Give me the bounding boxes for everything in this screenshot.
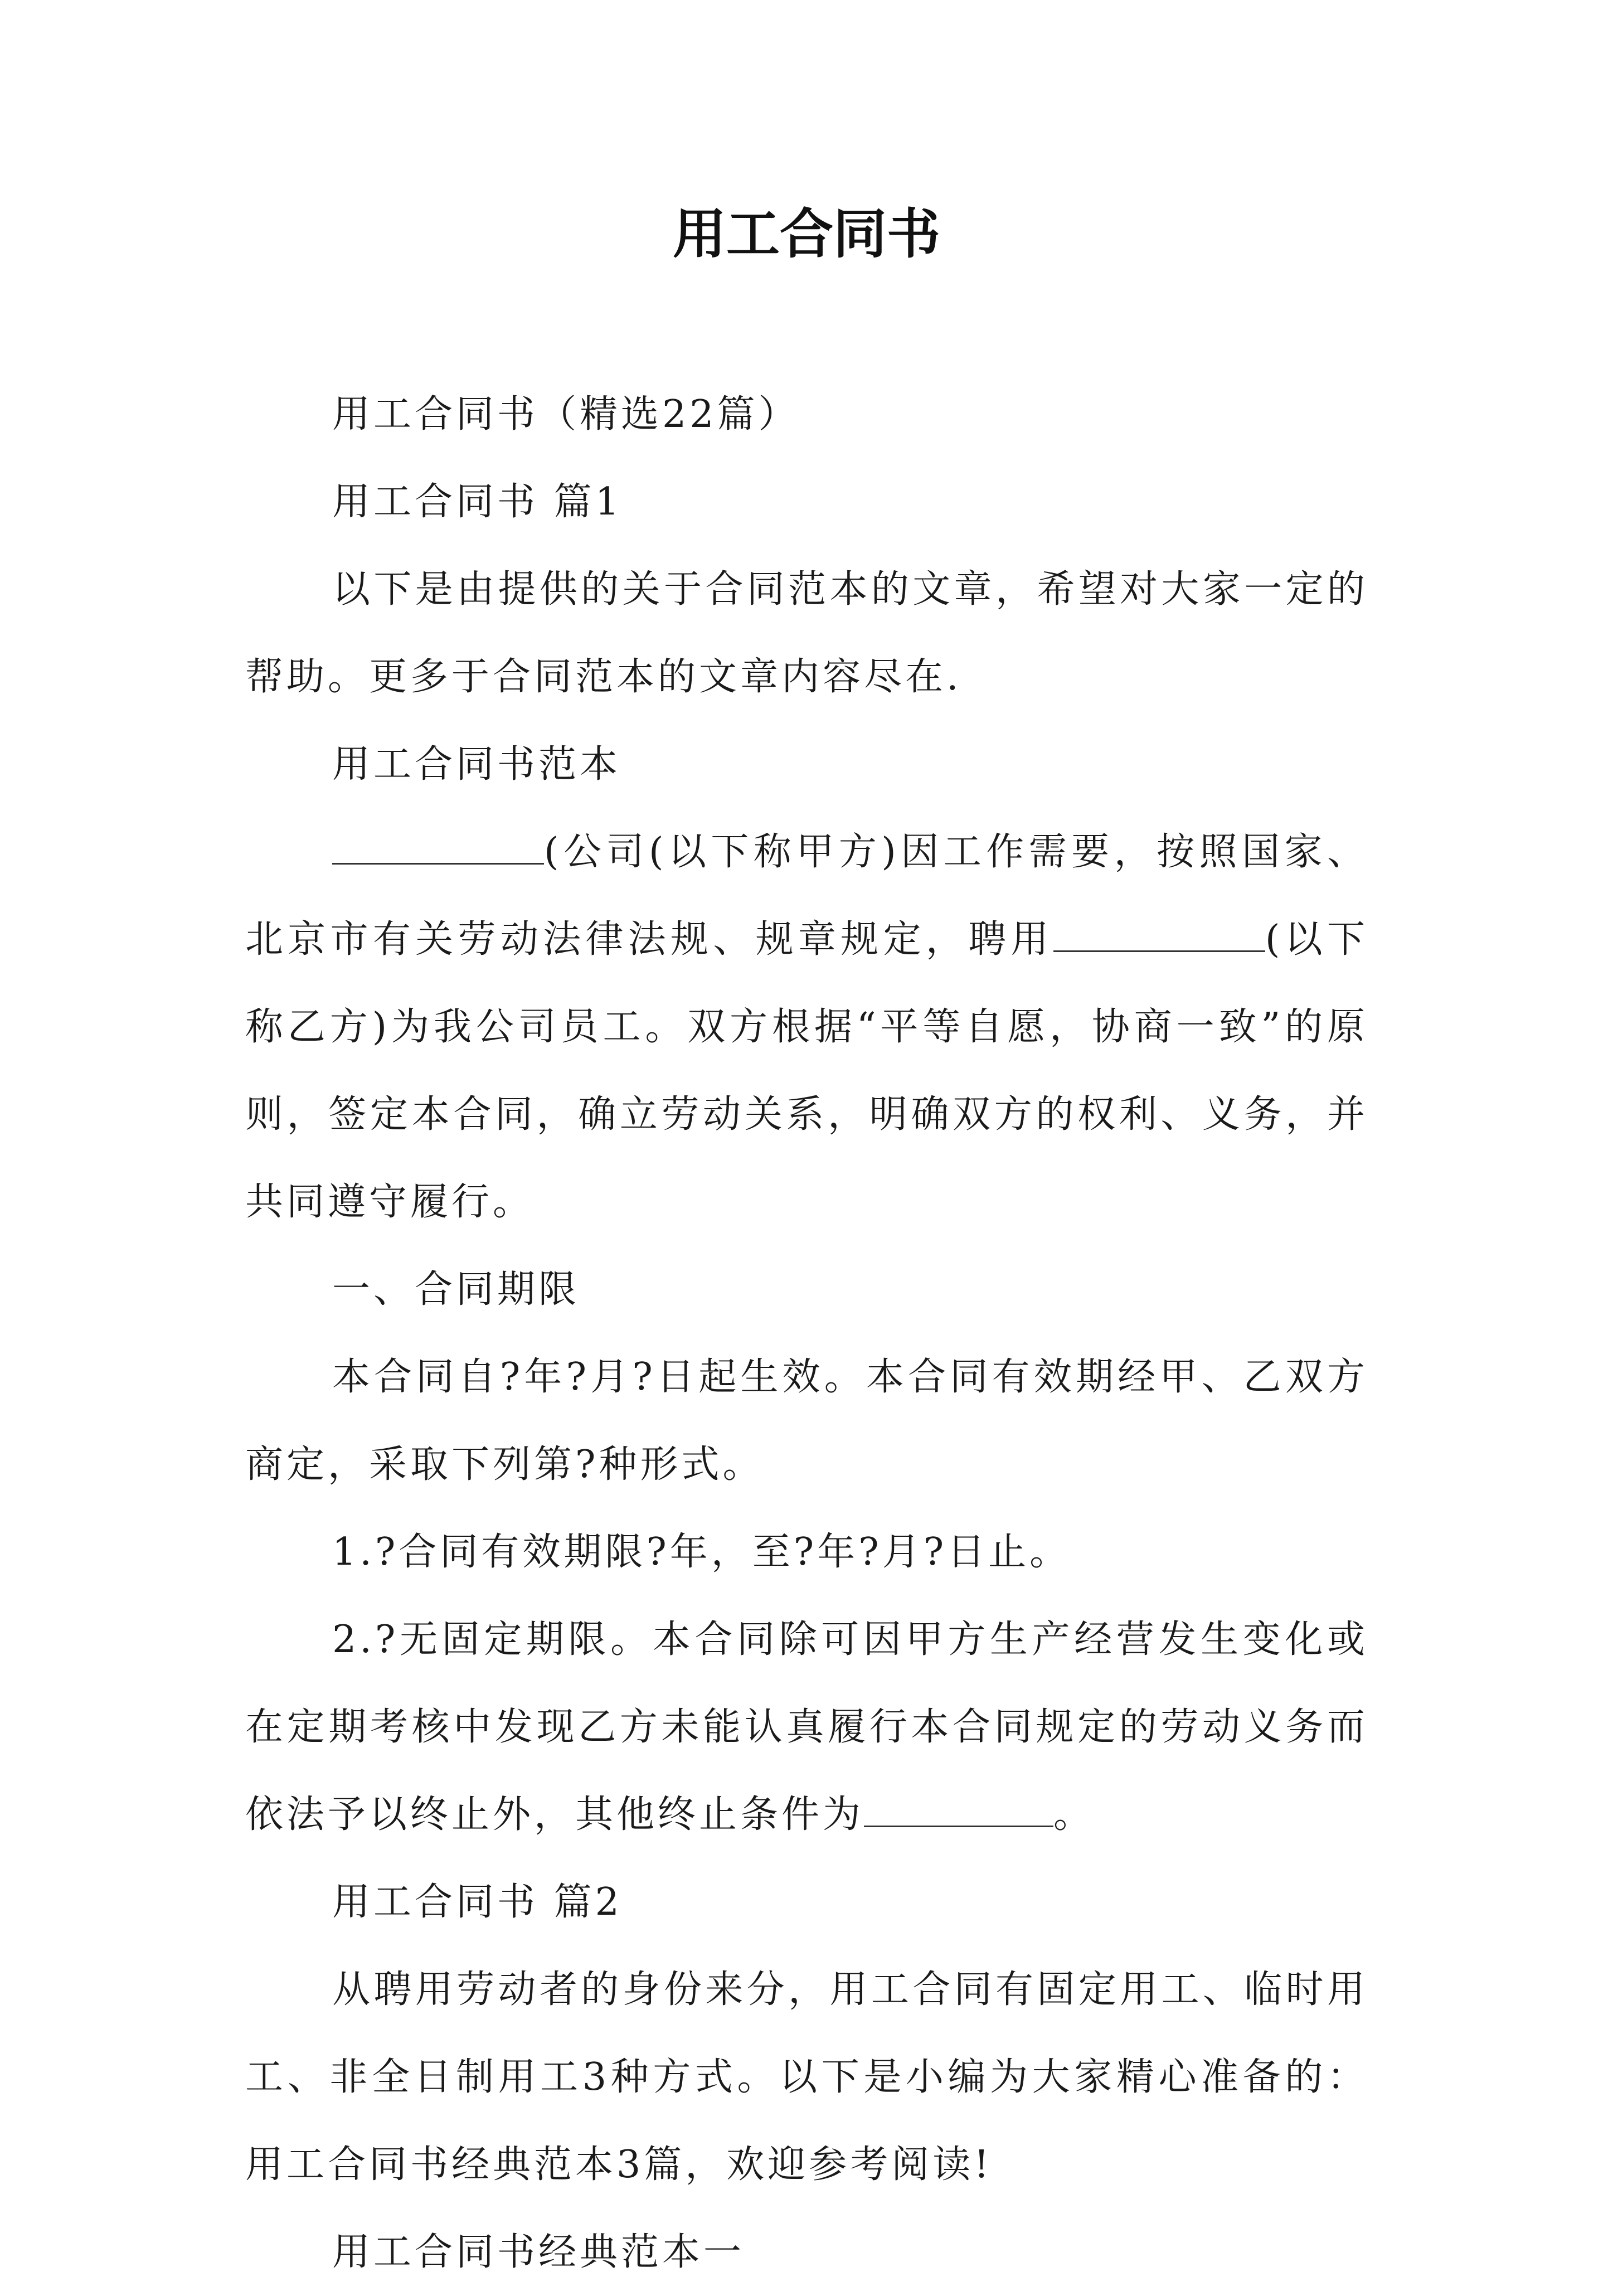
term-paragraph: 本合同自?年?月?日起生效。本合同有效期经甲、乙双方商定，采取下列第?种形式。 xyxy=(245,1355,1368,1487)
employee-name-blank xyxy=(1053,916,1265,952)
document-title: 用工合同书 xyxy=(673,203,940,265)
clause-heading-term: 一、合同期限 xyxy=(332,1268,580,1312)
parties-paragraph xyxy=(245,808,1368,1246)
subtitle-paragraph: 用工合同书（精选22篇） xyxy=(332,392,800,436)
term-option-2-text: 2.?无固定期限。本合同除可因甲方生产经营发生变化或在定期考核中发现乙方未能认真履行本合同规定的劳动义务而依法予以终止外，其他终止条件为 xyxy=(245,1618,1368,1837)
term-option-2 xyxy=(245,1596,1368,1858)
intro-paragraph: 以下是由提供的关于合同范本的文章，希望对大家一定的帮助。更多于合同范本的文章内容尽在. xyxy=(245,567,1368,699)
classic-template-heading: 用工合同书经典范本一 xyxy=(332,2230,745,2274)
company-name-blank xyxy=(332,829,544,865)
section-heading-2: 用工合同书 篇2 xyxy=(332,1880,623,1924)
parties-text-b: (以下称乙方)为我公司员工。双方根据“平等自愿，协商一致”的原则，签定本合同，确立劳动关系，明确双方的权利、义务，并共同遵守履行。 xyxy=(245,918,1368,1224)
section-2-intro: 从聘用劳动者的身份来分，用工合同有固定用工、临时用工、非全日制用工3种方式。以下是小编为大家精心准备的：用工合同书经典范本3篇，欢迎参考阅读! xyxy=(245,1968,1368,2187)
document-body xyxy=(245,371,1368,2296)
template-heading: 用工合同书范本 xyxy=(332,742,621,787)
term-option-2-end: 。 xyxy=(1053,1793,1095,1837)
parties-text-a: (公司(以下称甲方)因工作需要，按照国家、北京市有关劳动法律法规、规章规定，聘用 xyxy=(245,830,1368,962)
term-option-1: 1.?合同有效期限?年，至?年?月?日止。 xyxy=(332,1530,1071,1574)
section-heading-1: 用工合同书 篇1 xyxy=(332,480,623,524)
termination-condition-blank xyxy=(864,1792,1053,1827)
